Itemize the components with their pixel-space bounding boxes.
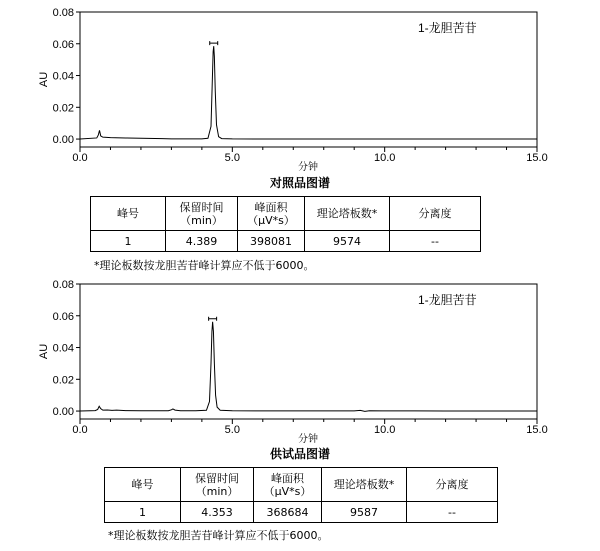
chromatogram-trace — [80, 46, 537, 139]
x-axis-label: 分钟 — [298, 434, 318, 445]
peak-marker — [209, 317, 217, 321]
sample-chromatogram — [0, 272, 600, 464]
col-plate-number: 理论塔板数* — [322, 468, 407, 502]
sample-table-footnote: *理论板数按龙胆苦苷峰计算应不低于6000。 — [108, 529, 329, 542]
table-header-row — [105, 468, 498, 502]
y-tick-label: 0.04 — [52, 70, 74, 83]
col-retention-time: 保留时间 （min） — [181, 468, 254, 502]
x-tick-label: 15.0 — [526, 152, 548, 164]
cell-peak-no: 1 — [105, 502, 181, 523]
y-tick-label: 0.08 — [52, 279, 74, 291]
cell-peak-no: 1 — [91, 231, 166, 252]
compound-annotation: 1-龙胆苦苷 — [418, 21, 477, 35]
sample-chart-title: 供试品图谱 — [269, 447, 330, 461]
cell-resolution: -- — [390, 231, 481, 252]
cell-retention-time: 4.353 — [181, 502, 254, 523]
reference-chart-panel — [0, 0, 600, 192]
x-tick-label: 10.0 — [373, 424, 396, 436]
cell-resolution: -- — [407, 502, 498, 523]
x-tick-label: 0.0 — [72, 424, 88, 436]
x-tick-label: 5.0 — [224, 424, 240, 436]
reference-results-table — [90, 196, 481, 252]
y-tick-label: 0.00 — [52, 406, 74, 419]
col-peak-no: 峰号 — [91, 197, 166, 231]
reference-table-footnote: *理论板数按龙胆苦苷峰计算应不低于6000。 — [94, 259, 315, 272]
col-resolution: 分离度 — [390, 197, 481, 231]
cell-plate-number: 9574 — [305, 231, 390, 252]
reference-chart-title: 对照品图谱 — [269, 176, 330, 190]
sample-chart-panel — [0, 272, 600, 464]
reference-chromatogram — [0, 0, 600, 192]
col-plate-number: 理论塔板数* — [305, 197, 390, 231]
col-peak-no: 峰号 — [105, 468, 181, 502]
y-tick-label: 0.00 — [52, 134, 74, 147]
y-tick-label: 0.02 — [52, 374, 74, 387]
x-tick-label: 10.0 — [373, 152, 396, 164]
cell-retention-time: 4.389 — [166, 231, 238, 252]
table-row — [105, 502, 498, 523]
y-tick-label: 0.02 — [52, 102, 74, 115]
col-resolution: 分离度 — [407, 468, 498, 502]
y-tick-label: 0.04 — [52, 342, 74, 355]
peak-marker — [210, 41, 218, 45]
col-peak-area: 峰面积 （μV*s） — [254, 468, 322, 502]
y-tick-label: 0.06 — [52, 38, 74, 51]
table-row — [91, 231, 481, 252]
cell-peak-area: 398081 — [238, 231, 305, 252]
compound-annotation: 1-龙胆苦苷 — [418, 293, 477, 307]
x-tick-label: 15.0 — [526, 424, 548, 436]
y-tick-label: 0.06 — [52, 310, 74, 323]
cell-plate-number: 9587 — [322, 502, 407, 523]
table-header-row — [91, 197, 481, 231]
col-retention-time: 保留时间 （min） — [166, 197, 238, 231]
y-axis-label: AU — [38, 343, 50, 360]
y-axis-label: AU — [38, 71, 50, 88]
x-axis-label: 分钟 — [298, 162, 318, 173]
y-tick-label: 0.08 — [52, 7, 74, 19]
sample-results-table — [104, 467, 498, 523]
cell-peak-area: 368684 — [254, 502, 322, 523]
chromatogram-trace — [80, 322, 537, 412]
col-peak-area: 峰面积 （μV*s） — [238, 197, 305, 231]
x-tick-label: 5.0 — [224, 152, 240, 164]
x-tick-label: 0.0 — [72, 152, 88, 164]
